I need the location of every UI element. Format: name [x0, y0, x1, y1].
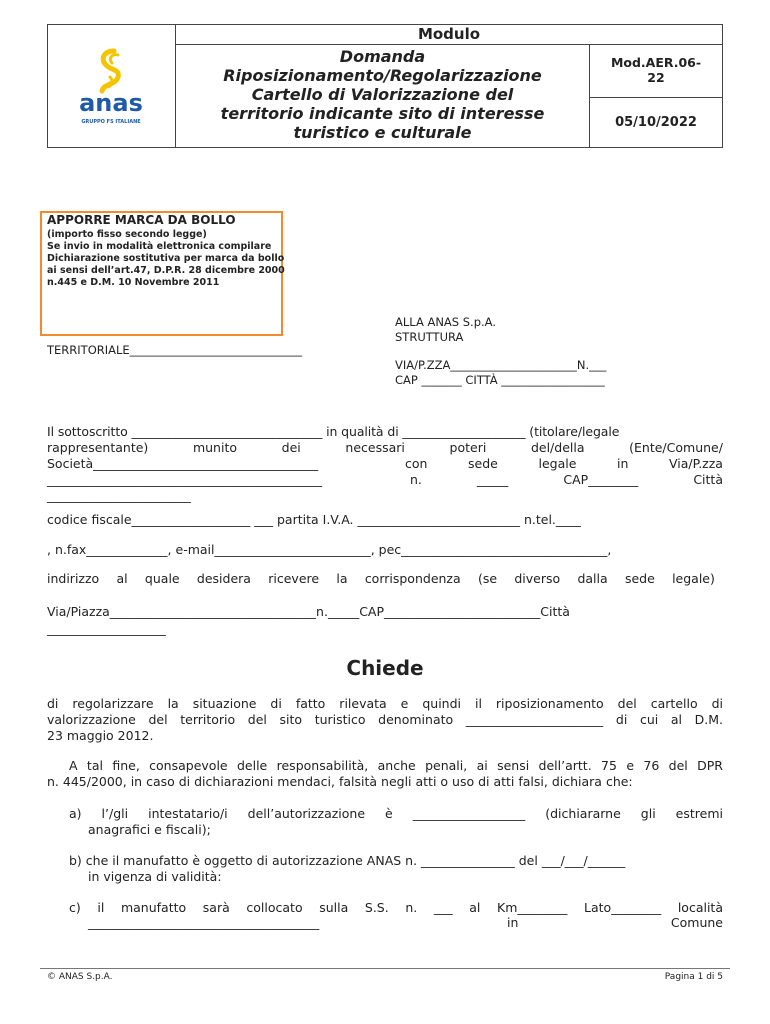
title-line: territorio indicante sito di interesse: [220, 104, 545, 123]
company-number-cap-line[interactable]: [410, 472, 723, 488]
word: n.: [410, 472, 422, 487]
recipient-line: ALLA ANAS S.p.A.: [395, 315, 496, 329]
word: il: [97, 900, 105, 915]
word: indirizzo: [47, 571, 100, 586]
word: collocato: [246, 900, 303, 915]
word: munito: [192, 440, 237, 455]
word: in: [616, 456, 629, 471]
recipient-address-field[interactable]: VIA/P.ZZA______________________N.___: [395, 358, 607, 372]
word: sede: [468, 456, 498, 471]
word: Comune: [670, 915, 723, 930]
word: in: [507, 915, 519, 930]
header-table: [47, 24, 723, 148]
word: poteri: [449, 440, 487, 455]
divider: [589, 97, 722, 98]
word: c): [69, 900, 81, 915]
declaration-line: A tal fine, consapevole delle responsabilità, anche penali, ai sensi dell’artt. 75 e 76 del DPR: [69, 758, 723, 773]
stamp-title: APPORRE MARCA DA BOLLO: [47, 213, 236, 227]
word: dalla: [577, 571, 608, 586]
company-address-line: [405, 456, 723, 472]
word: _____: [477, 472, 509, 487]
word: legale: [538, 456, 577, 471]
declaration-line: n. 445/2000, in caso di dichiarazioni mendaci, falsità negli atti o uso di atti falsi, dichiara che:: [47, 774, 633, 789]
word: desidera: [196, 571, 251, 586]
recipient-line: STRUTTURA: [395, 330, 464, 344]
word: Lato________: [584, 900, 662, 915]
logo-text: anas: [79, 89, 143, 117]
stamp-line: n.445 e D.M. 10 Novembre 2011: [47, 277, 220, 288]
module-code: [590, 55, 722, 85]
stamp-line: Dichiarazione sostitutiva per marca da bollo: [47, 253, 285, 264]
company-city-field[interactable]: _______________________: [47, 488, 191, 503]
page-number: Pagina 1 di 5: [664, 972, 723, 982]
section-heading: Chiede: [346, 656, 424, 680]
correspondence-address-label: [47, 571, 715, 587]
word: dei: [281, 440, 301, 455]
correspondence-address-field[interactable]: Via/Piazza_________________________________n._____CAP_________________________Città: [47, 604, 570, 619]
divider: [175, 44, 722, 45]
word: la: [336, 571, 348, 586]
module-date: 05/10/2022: [615, 115, 697, 130]
word: ricevere: [268, 571, 320, 586]
word: quale: [144, 571, 180, 586]
word: sarà: [202, 900, 230, 915]
word: Città: [693, 472, 723, 487]
stamp-line: ai sensi dell’art.47, D.P.R. 28 dicembre 2000: [47, 265, 285, 276]
item-b-line[interactable]: b) che il manufatto è oggetto di autorizzazione ANAS n. _______________ del ___/___/______: [69, 853, 626, 868]
word: manufatto: [120, 900, 187, 915]
item-c-line[interactable]: [69, 900, 723, 916]
word: con: [405, 456, 428, 471]
module-code-line: 22: [647, 70, 665, 85]
word: rappresentante): [47, 440, 149, 455]
word: ___: [433, 900, 453, 915]
item-a-line[interactable]: a) l’/gli intestatario/i dell’autorizzazione è __________________ (dichiararne gli estremi: [69, 806, 723, 821]
contact-line[interactable]: , n.fax_____________, e-mail_________________________, pec_________________________________,: [47, 542, 612, 557]
word: del/della: [530, 440, 585, 455]
recipient-block: [395, 315, 496, 345]
item-b-line: in vigenza di validità:: [88, 869, 222, 884]
request-line: di regolarizzare la situazione di fatto rilevata e quindi il riposizionamento del cartello di: [47, 696, 723, 711]
word: CAP________: [563, 472, 639, 487]
title-line: turistico e culturale: [293, 123, 472, 142]
company-street-field[interactable]: ____________________________________________: [47, 472, 322, 487]
title-line: Riposizionamento/Regolarizzazione: [223, 66, 542, 85]
word: sulla: [319, 900, 349, 915]
modulo-label: Modulo: [417, 25, 481, 43]
word: sede: [624, 571, 655, 586]
correspondence-city-field[interactable]: ___________________: [47, 621, 166, 636]
module-code-line: Mod.AER.06-: [610, 55, 702, 70]
footer-copyright: © ANAS S.p.A.: [47, 972, 113, 982]
location-field[interactable]: _____________________________________: [88, 915, 320, 930]
territoriale-field[interactable]: TERRITORIALE______________________________: [47, 343, 303, 357]
word: n.: [405, 900, 418, 915]
word: al: [469, 900, 481, 915]
municipality-label: [507, 915, 723, 931]
stamp-line: Se invio in modalità elettronica compilare: [47, 241, 272, 252]
stamp-line: (importo fisso secondo legge): [47, 229, 207, 240]
word: località: [677, 900, 723, 915]
applicant-line[interactable]: Il sottoscritto _______________________________ in qualità di ____________________ (titolare/legale: [47, 424, 620, 439]
applicant-role-line: [47, 440, 723, 456]
logo-subtext: GRUPPO FS ITALIANE: [81, 119, 141, 125]
word: (Ente/Comune/: [629, 440, 723, 455]
anas-logo: [68, 47, 154, 133]
stamp-instructions: [47, 229, 317, 289]
title-line: Domanda: [339, 47, 426, 66]
word: corrispondenza: [364, 571, 461, 586]
request-line: 23 maggio 2012.: [47, 728, 154, 743]
footer-divider: [40, 968, 730, 969]
document-title: [176, 47, 589, 142]
recipient-cap-city-field[interactable]: CAP _______ CITTÀ __________________: [395, 373, 605, 387]
word: Km________: [497, 900, 568, 915]
item-a-line: anagrafici e fiscali);: [88, 822, 211, 837]
company-field[interactable]: Società____________________________________: [47, 456, 319, 471]
title-line: Cartello di Valorizzazione del: [251, 85, 514, 104]
word: Via/P.zza: [668, 456, 723, 471]
word: necessari: [345, 440, 405, 455]
word: (se: [477, 571, 498, 586]
word: al: [116, 571, 128, 586]
site-name-line[interactable]: valorizzazione del territorio del sito turistico denominato ______________________ di cui al D.M.: [47, 712, 723, 727]
word: diverso: [514, 571, 561, 586]
tax-code-line[interactable]: codice fiscale___________________ ___ partita I.V.A. __________________________ n.tel.____: [47, 512, 581, 527]
word: S.S.: [364, 900, 389, 915]
word: legale): [672, 571, 715, 586]
